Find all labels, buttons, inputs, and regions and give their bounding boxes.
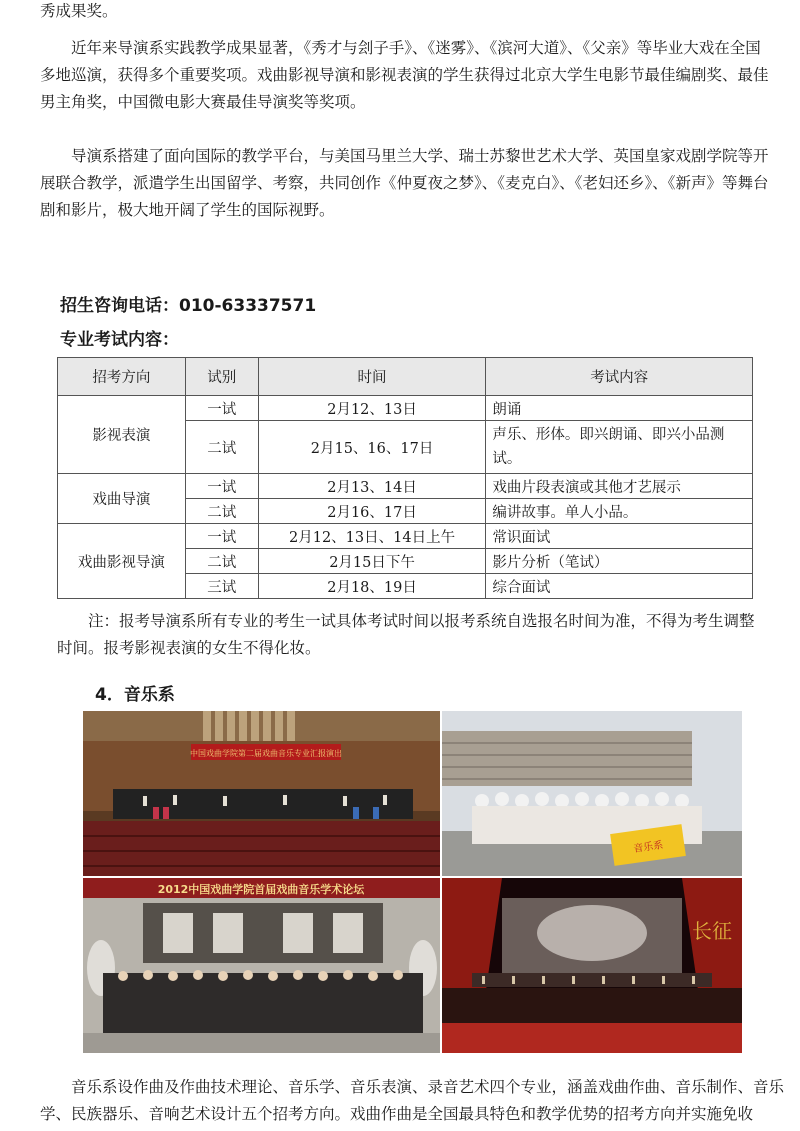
svg-text:音乐系: 音乐系 bbox=[632, 839, 664, 856]
exam-schedule-table bbox=[57, 357, 753, 599]
table-row bbox=[58, 396, 753, 421]
table-row bbox=[58, 524, 753, 549]
time-cell: 2月15、16、17日 bbox=[258, 421, 486, 474]
paragraph-achievements: 近年来导演系实践教学成果显著，《秀才与刽子手》、《迷雾》、《滨河大道》、《父亲》等毕业大戏在全国多地巡演，获得多个重要奖项。戏曲影视导演和影视表演的学生获得过北京大学生电影节最佳编剧奖、最佳男主角奖，中国微电影大赛最佳导演奖等奖项。 bbox=[40, 39, 769, 111]
round-cell: 一试 bbox=[185, 396, 258, 421]
content-cell: 朗诵 bbox=[486, 396, 753, 421]
header-content: 考试内容 bbox=[486, 358, 753, 396]
svg-text:2012中国戏曲学院首届戏曲音乐学术论坛: 2012中国戏曲学院首届戏曲音乐学术论坛 bbox=[157, 883, 365, 896]
svg-text:中国戏曲学院第二届戏曲音乐专业汇报演出: 中国戏曲学院第二届戏曲音乐专业汇报演出 bbox=[190, 749, 342, 758]
svg-text:长征: 长征 bbox=[692, 919, 732, 943]
time-cell: 2月18、19日 bbox=[258, 574, 486, 599]
round-cell: 一试 bbox=[185, 524, 258, 549]
outdoor-group-photo bbox=[442, 711, 742, 876]
content-cell: 戏曲片段表演或其他才艺展示 bbox=[486, 474, 753, 499]
direction-cell: 影视表演 bbox=[58, 396, 186, 474]
stage-performance-photo bbox=[442, 878, 742, 1053]
round-cell: 二试 bbox=[185, 421, 258, 474]
time-cell: 2月12、13日、14日上午 bbox=[258, 524, 486, 549]
time-cell: 2月15日下午 bbox=[258, 549, 486, 574]
time-cell: 2月12、13日 bbox=[258, 396, 486, 421]
round-cell: 一试 bbox=[185, 474, 258, 499]
time-cell: 2月16、17日 bbox=[258, 499, 486, 524]
content-cell: 声乐、形体。即兴朗诵、即兴小品测试。 bbox=[486, 421, 753, 474]
direction-cell: 戏曲导演 bbox=[58, 474, 186, 524]
content-cell: 编讲故事。单人小品。 bbox=[486, 499, 753, 524]
content-cell: 综合面试 bbox=[486, 574, 753, 599]
round-cell: 二试 bbox=[185, 499, 258, 524]
content-cell: 常识面试 bbox=[486, 524, 753, 549]
time-cell: 2月13、14日 bbox=[258, 474, 486, 499]
forum-group-photo bbox=[83, 878, 440, 1053]
round-cell: 三试 bbox=[185, 574, 258, 599]
exam-content-heading: 专业考试内容： bbox=[60, 330, 179, 350]
paragraph-music-department: 音乐系设作曲及作曲技术理论、音乐学、音乐表演、录音艺术四个专业，涵盖戏曲作曲、音乐制作、音乐学、民族器乐、音响艺术设计五个招考方向。戏曲作曲是全国最具特色和教学优势的招考方向并实施免收 bbox=[40, 1078, 785, 1123]
header-time: 时间 bbox=[258, 358, 486, 396]
direction-cell: 戏曲影视导演 bbox=[58, 524, 186, 599]
music-department-heading: 4．音乐系 bbox=[95, 685, 175, 705]
header-direction: 招考方向 bbox=[58, 358, 186, 396]
round-cell: 二试 bbox=[185, 549, 258, 574]
content-cell: 影片分析（笔试） bbox=[486, 549, 753, 574]
concert-hall-photo bbox=[83, 711, 440, 876]
exam-note: 注：报考导演系所有专业的考生一试具体考试时间以报考系统自选报名时间为准，不得为考生调整时间。报考影视表演的女生不得化妆。 bbox=[57, 612, 755, 657]
admission-phone-line: 招生咨询电话：010-63337571 bbox=[60, 296, 317, 316]
table-header-row bbox=[58, 358, 753, 396]
paragraph-intro-end: 秀成果奖。 bbox=[40, 2, 118, 20]
paragraph-international: 导演系搭建了面向国际的教学平台，与美国马里兰大学、瑞士苏黎世艺术大学、英国皇家戏剧学院等开展联合教学，派遣学生出国留学、考察，共同创作《仲夏夜之梦》、《麦克白》、《老妇还乡》、《新声》等舞台剧和影片，极大地开阔了学生的国际视野。 bbox=[40, 147, 769, 219]
header-round: 试别 bbox=[185, 358, 258, 396]
table-row bbox=[58, 474, 753, 499]
